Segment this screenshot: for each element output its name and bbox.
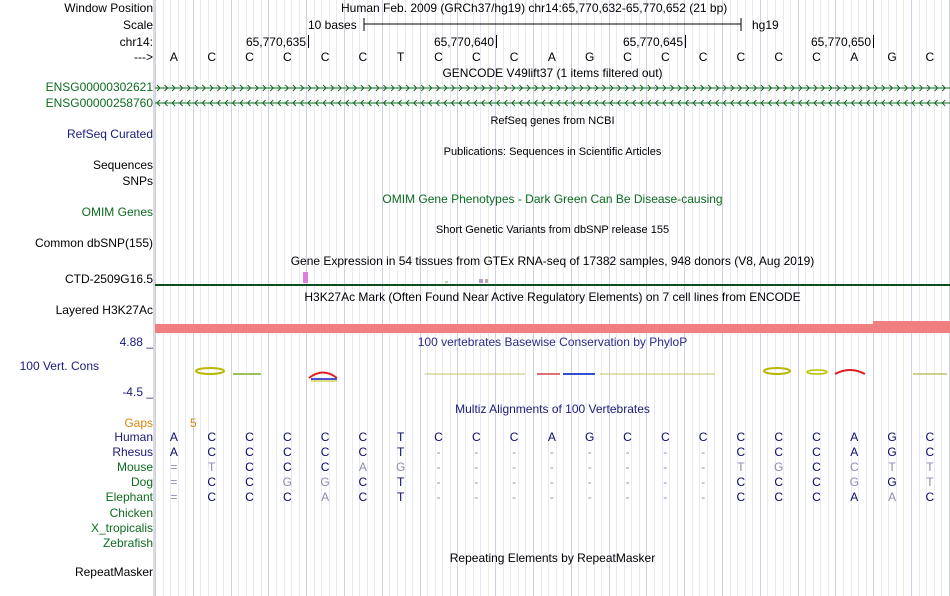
species-label-mouse[interactable]: Mouse bbox=[116, 460, 153, 475]
reference-base: A bbox=[547, 50, 556, 64]
reference-base: C bbox=[925, 50, 935, 64]
alignment-base: G bbox=[320, 475, 330, 490]
alignment-base: C bbox=[282, 490, 292, 505]
alignment-base: - bbox=[512, 460, 517, 475]
alignment-base: - bbox=[663, 445, 668, 460]
alignment-base: T bbox=[926, 460, 934, 475]
scale-label: Scale bbox=[122, 18, 153, 32]
h3k27ac-track-label[interactable]: Layered H3K27Ac bbox=[55, 303, 153, 317]
gencode-gene-label-2[interactable]: ENSG00000258760 bbox=[45, 96, 153, 110]
alignment-base: C bbox=[282, 430, 292, 444]
reference-base: C bbox=[774, 50, 784, 64]
alignment-base: C bbox=[245, 460, 254, 475]
alignment-base: C bbox=[207, 475, 217, 490]
alignment-base: C bbox=[434, 430, 443, 444]
alignment-base: A bbox=[850, 445, 859, 460]
gencode-gene-features[interactable] bbox=[155, 80, 950, 112]
alignment-base: A bbox=[888, 490, 897, 505]
alignment-base: - bbox=[701, 490, 706, 505]
alignment-base: - bbox=[625, 460, 630, 475]
alignment-base: - bbox=[474, 475, 479, 490]
alignment-base: C bbox=[245, 475, 254, 490]
alignment-base: G bbox=[849, 475, 859, 490]
species-label-chicken[interactable]: Chicken bbox=[109, 505, 153, 520]
alignment-base: A bbox=[547, 430, 556, 444]
alignment-base: C bbox=[849, 460, 859, 475]
alignment-base: C bbox=[774, 490, 784, 505]
snps-track-label[interactable]: SNPs bbox=[122, 174, 153, 188]
alignment-base: C bbox=[736, 490, 746, 505]
alignment-base: - bbox=[549, 490, 554, 505]
reference-base: C bbox=[207, 50, 217, 64]
alignment-base: - bbox=[549, 475, 554, 490]
reference-base: C bbox=[358, 50, 368, 64]
alignment-base: - bbox=[625, 475, 630, 490]
alignment-base: - bbox=[474, 490, 479, 505]
alignment-base: A bbox=[321, 490, 330, 505]
multiz-track-title: Multiz Alignments of 100 Vertebrates bbox=[455, 402, 650, 416]
alignment-base: - bbox=[474, 445, 479, 460]
coord-tick-label-4: 65,770,650 bbox=[810, 35, 871, 49]
alignment-base: T bbox=[737, 460, 745, 475]
phylop-track-title: 100 vertebrates Basewise Conservation by PhyloP bbox=[417, 335, 688, 349]
scale-assembly: hg19 bbox=[752, 18, 779, 32]
species-label-rhesus[interactable]: Rhesus bbox=[112, 445, 153, 460]
alignment-base: G bbox=[774, 460, 784, 475]
alignment-base: - bbox=[663, 490, 668, 505]
alignment-base: C bbox=[320, 445, 330, 460]
alignment-base: - bbox=[701, 445, 706, 460]
refseq-track-label[interactable]: RefSeq Curated bbox=[66, 127, 153, 141]
omim-track-title: OMIM Gene Phenotypes - Dark Green Can Be Disease-causing bbox=[382, 192, 723, 206]
alignment-base: C bbox=[358, 430, 368, 444]
reference-base: C bbox=[320, 50, 330, 64]
coord-tick-marks bbox=[0, 34, 950, 50]
phylop-conservation-logos[interactable] bbox=[155, 362, 950, 388]
alignment-base: T bbox=[397, 445, 405, 460]
gtex-expression-graph[interactable] bbox=[155, 268, 950, 288]
alignment-base: - bbox=[587, 490, 592, 505]
alignment-base: C bbox=[207, 445, 217, 460]
h3k27ac-signal[interactable] bbox=[155, 318, 950, 334]
alignment-base: C bbox=[207, 490, 217, 505]
reference-base: C bbox=[245, 50, 254, 64]
gtex-track-title: Gene Expression in 54 tissues from GTEx RNA-seq of 17382 samples, 948 donors (V8, Aug 2019) bbox=[290, 254, 815, 268]
alignment-base: - bbox=[625, 490, 630, 505]
alignment-base: C bbox=[282, 460, 292, 475]
alignment-base: = bbox=[170, 460, 178, 475]
alignment-base: - bbox=[587, 460, 592, 475]
alignment-base: G bbox=[887, 475, 897, 490]
reference-base: A bbox=[850, 50, 859, 64]
gaps-label: Gaps bbox=[124, 416, 153, 430]
alignment-base: C bbox=[207, 430, 217, 444]
dbsnp-track-title: Short Genetic Variants from dbSNP release 155 bbox=[435, 224, 670, 236]
alignment-base: - bbox=[436, 475, 441, 490]
alignment-base: T bbox=[208, 460, 216, 475]
refseq-track-title: RefSeq genes from NCBI bbox=[490, 115, 615, 127]
phylop-max-label: 4.88 _ bbox=[119, 335, 153, 349]
alignment-base: C bbox=[774, 430, 784, 444]
publications-track-label[interactable]: Sequences bbox=[92, 158, 153, 172]
alignment-base: T bbox=[397, 475, 405, 490]
reference-base: C bbox=[623, 50, 632, 64]
gaps-count: 5 bbox=[190, 416, 197, 430]
alignment-base: C bbox=[736, 445, 746, 460]
alignment-base: - bbox=[663, 475, 668, 490]
gtex-gene-label[interactable]: CTD-2509G16.5 bbox=[64, 272, 153, 286]
alignment-base: G bbox=[282, 475, 292, 490]
phylop-track-label[interactable]: 100 Vert. Cons bbox=[19, 359, 99, 373]
alignment-base: - bbox=[436, 460, 441, 475]
reference-base: C bbox=[434, 50, 443, 64]
reference-base: C bbox=[736, 50, 746, 64]
alignment-base: C bbox=[812, 475, 821, 490]
scale-bar bbox=[362, 16, 744, 32]
alignment-base: T bbox=[926, 475, 934, 490]
reference-base: C bbox=[282, 50, 292, 64]
alignment-base: C bbox=[736, 475, 746, 490]
alignment-base: C bbox=[245, 445, 254, 460]
reference-base: C bbox=[509, 50, 519, 64]
species-label-human[interactable]: Human bbox=[114, 430, 153, 444]
alignment-base: = bbox=[170, 490, 178, 505]
alignment-base: C bbox=[925, 445, 935, 460]
coord-tick-label-3: 65,770,645 bbox=[622, 35, 683, 49]
alignment-base: G bbox=[887, 430, 897, 444]
reference-base: A bbox=[169, 50, 178, 64]
alignment-base: - bbox=[512, 490, 517, 505]
reference-base: C bbox=[812, 50, 821, 64]
window-position-label: Window Position bbox=[64, 1, 153, 15]
species-label-elephant[interactable]: Elephant bbox=[105, 490, 153, 505]
omim-track-label[interactable]: OMIM Genes bbox=[81, 205, 153, 219]
species-label-dog[interactable]: Dog bbox=[130, 475, 153, 490]
reference-base: C bbox=[471, 50, 481, 64]
reference-base: G bbox=[585, 50, 595, 64]
alignment-base: - bbox=[474, 460, 479, 475]
alignment-base: - bbox=[663, 460, 668, 475]
alignment-base: T bbox=[397, 490, 405, 505]
alignment-base: C bbox=[812, 490, 821, 505]
alignment-base: A bbox=[358, 460, 367, 475]
species-label-zebrafish[interactable]: Zebrafish bbox=[102, 535, 153, 550]
species-label-x-tropicalis[interactable]: X_tropicalis bbox=[90, 520, 153, 535]
alignment-base: - bbox=[701, 460, 706, 475]
alignment-base: C bbox=[509, 430, 519, 444]
reference-base: T bbox=[397, 50, 405, 64]
alignment-base: T bbox=[397, 430, 405, 444]
alignment-base: - bbox=[512, 475, 517, 490]
alignment-base: A bbox=[850, 490, 859, 505]
alignment-base: C bbox=[774, 475, 784, 490]
reference-base: C bbox=[698, 50, 708, 64]
alignment-base: C bbox=[358, 475, 368, 490]
alignment-base: G bbox=[396, 460, 406, 475]
repeatmasker-track-title: Repeating Elements by RepeatMasker bbox=[449, 551, 656, 565]
repeatmasker-track-label[interactable]: RepeatMasker bbox=[74, 565, 153, 579]
window-position-value: Human Feb. 2009 (GRCh37/hg19) chr14:65,770,632-65,770,652 (21 bp) bbox=[341, 1, 728, 15]
alignment-base: - bbox=[549, 445, 554, 460]
coord-tick-label-2: 65,770,640 bbox=[433, 35, 494, 49]
reference-base: C bbox=[660, 50, 670, 64]
alignment-base: C bbox=[812, 460, 821, 475]
alignment-base: - bbox=[625, 445, 630, 460]
alignment-base: C bbox=[358, 490, 368, 505]
reference-base: G bbox=[887, 50, 897, 64]
gencode-gene-label-1[interactable]: ENSG00000302621 bbox=[45, 80, 153, 94]
alignment-base: - bbox=[701, 475, 706, 490]
alignment-base: - bbox=[436, 445, 441, 460]
alignment-base: = bbox=[170, 475, 178, 490]
coord-tick-label-1: 65,770,635 bbox=[245, 35, 306, 49]
alignment-base: C bbox=[812, 430, 821, 444]
h3k27ac-track-title: H3K27Ac Mark (Often Found Near Active Regulatory Elements) on 7 cell lines from ENCODE bbox=[304, 290, 801, 304]
alignment-base: A bbox=[169, 445, 178, 460]
strand-label: ---> bbox=[134, 50, 153, 64]
alignment-base: C bbox=[736, 430, 746, 444]
scale-text: 10 bases bbox=[308, 18, 357, 32]
alignment-base: - bbox=[587, 475, 592, 490]
alignment-base: C bbox=[925, 430, 935, 444]
alignment-base: C bbox=[320, 460, 330, 475]
alignment-base: C bbox=[774, 445, 784, 460]
alignment-base: - bbox=[512, 445, 517, 460]
phylop-min-label: -4.5 _ bbox=[122, 385, 153, 399]
alignment-base: C bbox=[358, 445, 368, 460]
chrom-label: chr14: bbox=[119, 35, 153, 49]
alignment-base: A bbox=[850, 430, 859, 444]
alignment-base: C bbox=[320, 430, 330, 444]
alignment-base: C bbox=[698, 430, 708, 444]
alignment-base: C bbox=[245, 430, 254, 444]
dbsnp-track-label[interactable]: Common dbSNP(155) bbox=[34, 236, 153, 250]
alignment-base: C bbox=[471, 430, 481, 444]
alignment-base: C bbox=[925, 490, 935, 505]
alignment-base: T bbox=[888, 460, 896, 475]
gencode-track-title[interactable]: GENCODE V49lift37 (1 items filtered out) bbox=[442, 66, 663, 80]
alignment-base: C bbox=[660, 430, 670, 444]
alignment-base: C bbox=[812, 445, 821, 460]
alignment-base: - bbox=[587, 445, 592, 460]
alignment-base: G bbox=[887, 445, 897, 460]
alignment-base: - bbox=[436, 490, 441, 505]
alignment-base: - bbox=[549, 460, 554, 475]
alignment-base: C bbox=[282, 445, 292, 460]
alignment-base: C bbox=[245, 490, 254, 505]
alignment-base: A bbox=[169, 430, 178, 444]
alignment-base: G bbox=[585, 430, 595, 444]
publications-track-title: Publications: Sequences in Scientific Articles bbox=[443, 146, 662, 158]
alignment-base: C bbox=[623, 430, 632, 444]
